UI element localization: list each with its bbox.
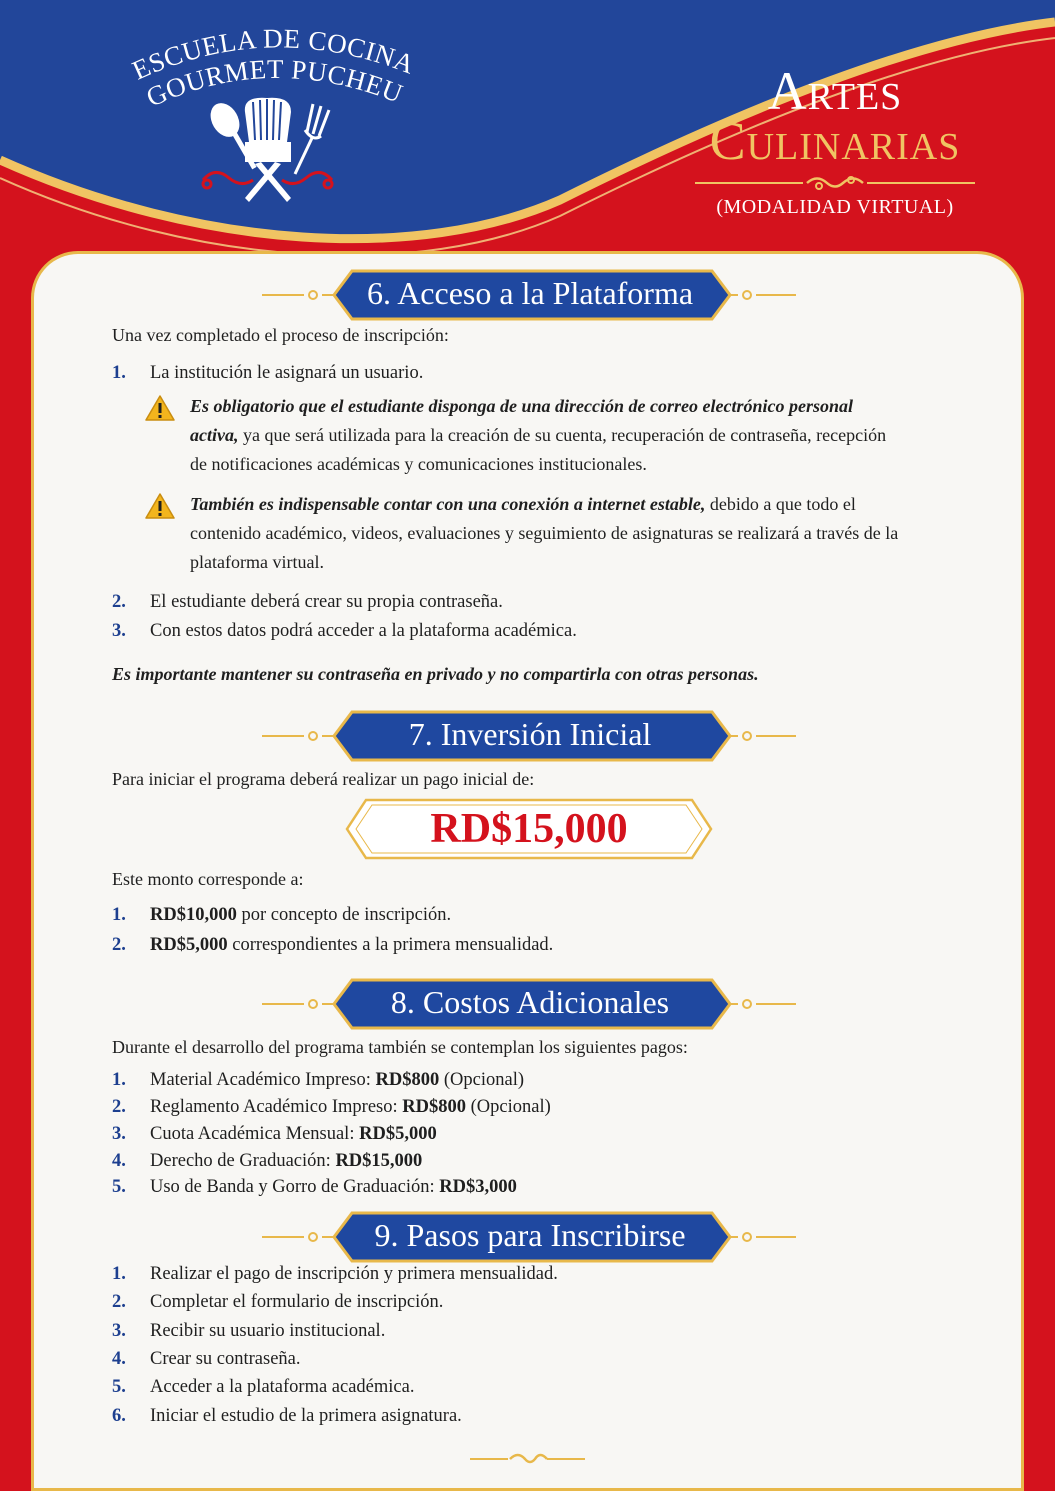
list-item: 3. Cuota Académica Mensual: RD$5,000 xyxy=(112,1124,437,1144)
list-item: 1. La institución le asignará un usuario. xyxy=(112,363,424,383)
list-item: 5. Uso de Banda y Gorro de Graduación: RD$3,000 xyxy=(112,1177,517,1197)
program-title-line2: Culinarias xyxy=(709,111,961,171)
warning-icon xyxy=(144,394,176,422)
breakdown-intro: Este monto corresponde a: xyxy=(112,869,304,889)
fork-icon xyxy=(295,104,329,174)
program-modality: (MODALIDAD VIRTUAL) xyxy=(716,196,954,218)
school-name-line2: GOURMET PUCHEU xyxy=(141,53,407,112)
amount-value: RD$15,000 xyxy=(430,806,628,852)
section-title: 6. Acceso a la Plataforma xyxy=(366,275,694,311)
list-item: 2. El estudiante deberá crear su propia contraseña. xyxy=(112,592,503,612)
section-title: 7. Inversión Inicial xyxy=(408,716,652,752)
password-privacy-note: Es importante mantener su contraseña en privado y no compartirla con otras personas. xyxy=(112,664,759,684)
section-header-6 xyxy=(0,267,1055,323)
section7-intro: Para iniciar el programa deberá realizar un pago inicial de: xyxy=(112,769,535,789)
initial-payment-amount xyxy=(344,797,714,861)
section-header-8 xyxy=(0,976,1055,1032)
list-item: 3. Con estos datos podrá acceder a la plataforma académica. xyxy=(112,621,577,641)
footer-ornament xyxy=(470,1450,585,1468)
section-title: 9. Pasos para Inscribirse xyxy=(374,1217,686,1253)
list-item: 1. RD$10,000 por concepto de inscripción. xyxy=(112,905,452,925)
warning-icon xyxy=(144,492,176,520)
ornament-divider xyxy=(695,174,975,192)
list-item: 2. Completar el formulario de inscripción. xyxy=(112,1292,444,1312)
list-item: 2. RD$5,000 correspondientes a la primera mensualidad. xyxy=(112,935,554,955)
chef-hat-icon xyxy=(195,92,340,207)
section-title: 8. Costos Adicionales xyxy=(390,984,670,1020)
list-item: 4. Crear su contraseña. xyxy=(112,1349,301,1369)
section-header-9 xyxy=(0,1209,1055,1265)
section8-intro: Durante el desarrollo del programa también se contemplan los siguientes pagos: xyxy=(112,1037,688,1057)
list-item: 1. Material Académico Impreso: RD$800 (Opcional) xyxy=(112,1070,525,1090)
section6-intro: Una vez completado el proceso de inscripción: xyxy=(112,325,449,345)
list-item: 6. Iniciar el estudio de la primera asignatura. xyxy=(112,1406,462,1426)
list-item: 5. Acceder a la plataforma académica. xyxy=(112,1377,415,1397)
list-item: 2. Reglamento Académico Impreso: RD$800 (Opcional) xyxy=(112,1097,551,1117)
school-name-line1: ESCUELA DE COCINA xyxy=(127,23,419,86)
list-item: 4. Derecho de Graduación: RD$15,000 xyxy=(112,1151,423,1171)
program-title xyxy=(660,61,1010,219)
list-item: 3. Recibir su usuario institucional. xyxy=(112,1321,386,1341)
section-header-7 xyxy=(0,708,1055,764)
list-item: 1. Realizar el pago de inscripción y primera mensualidad. xyxy=(112,1264,558,1284)
program-title-line1: Artes xyxy=(767,61,903,121)
